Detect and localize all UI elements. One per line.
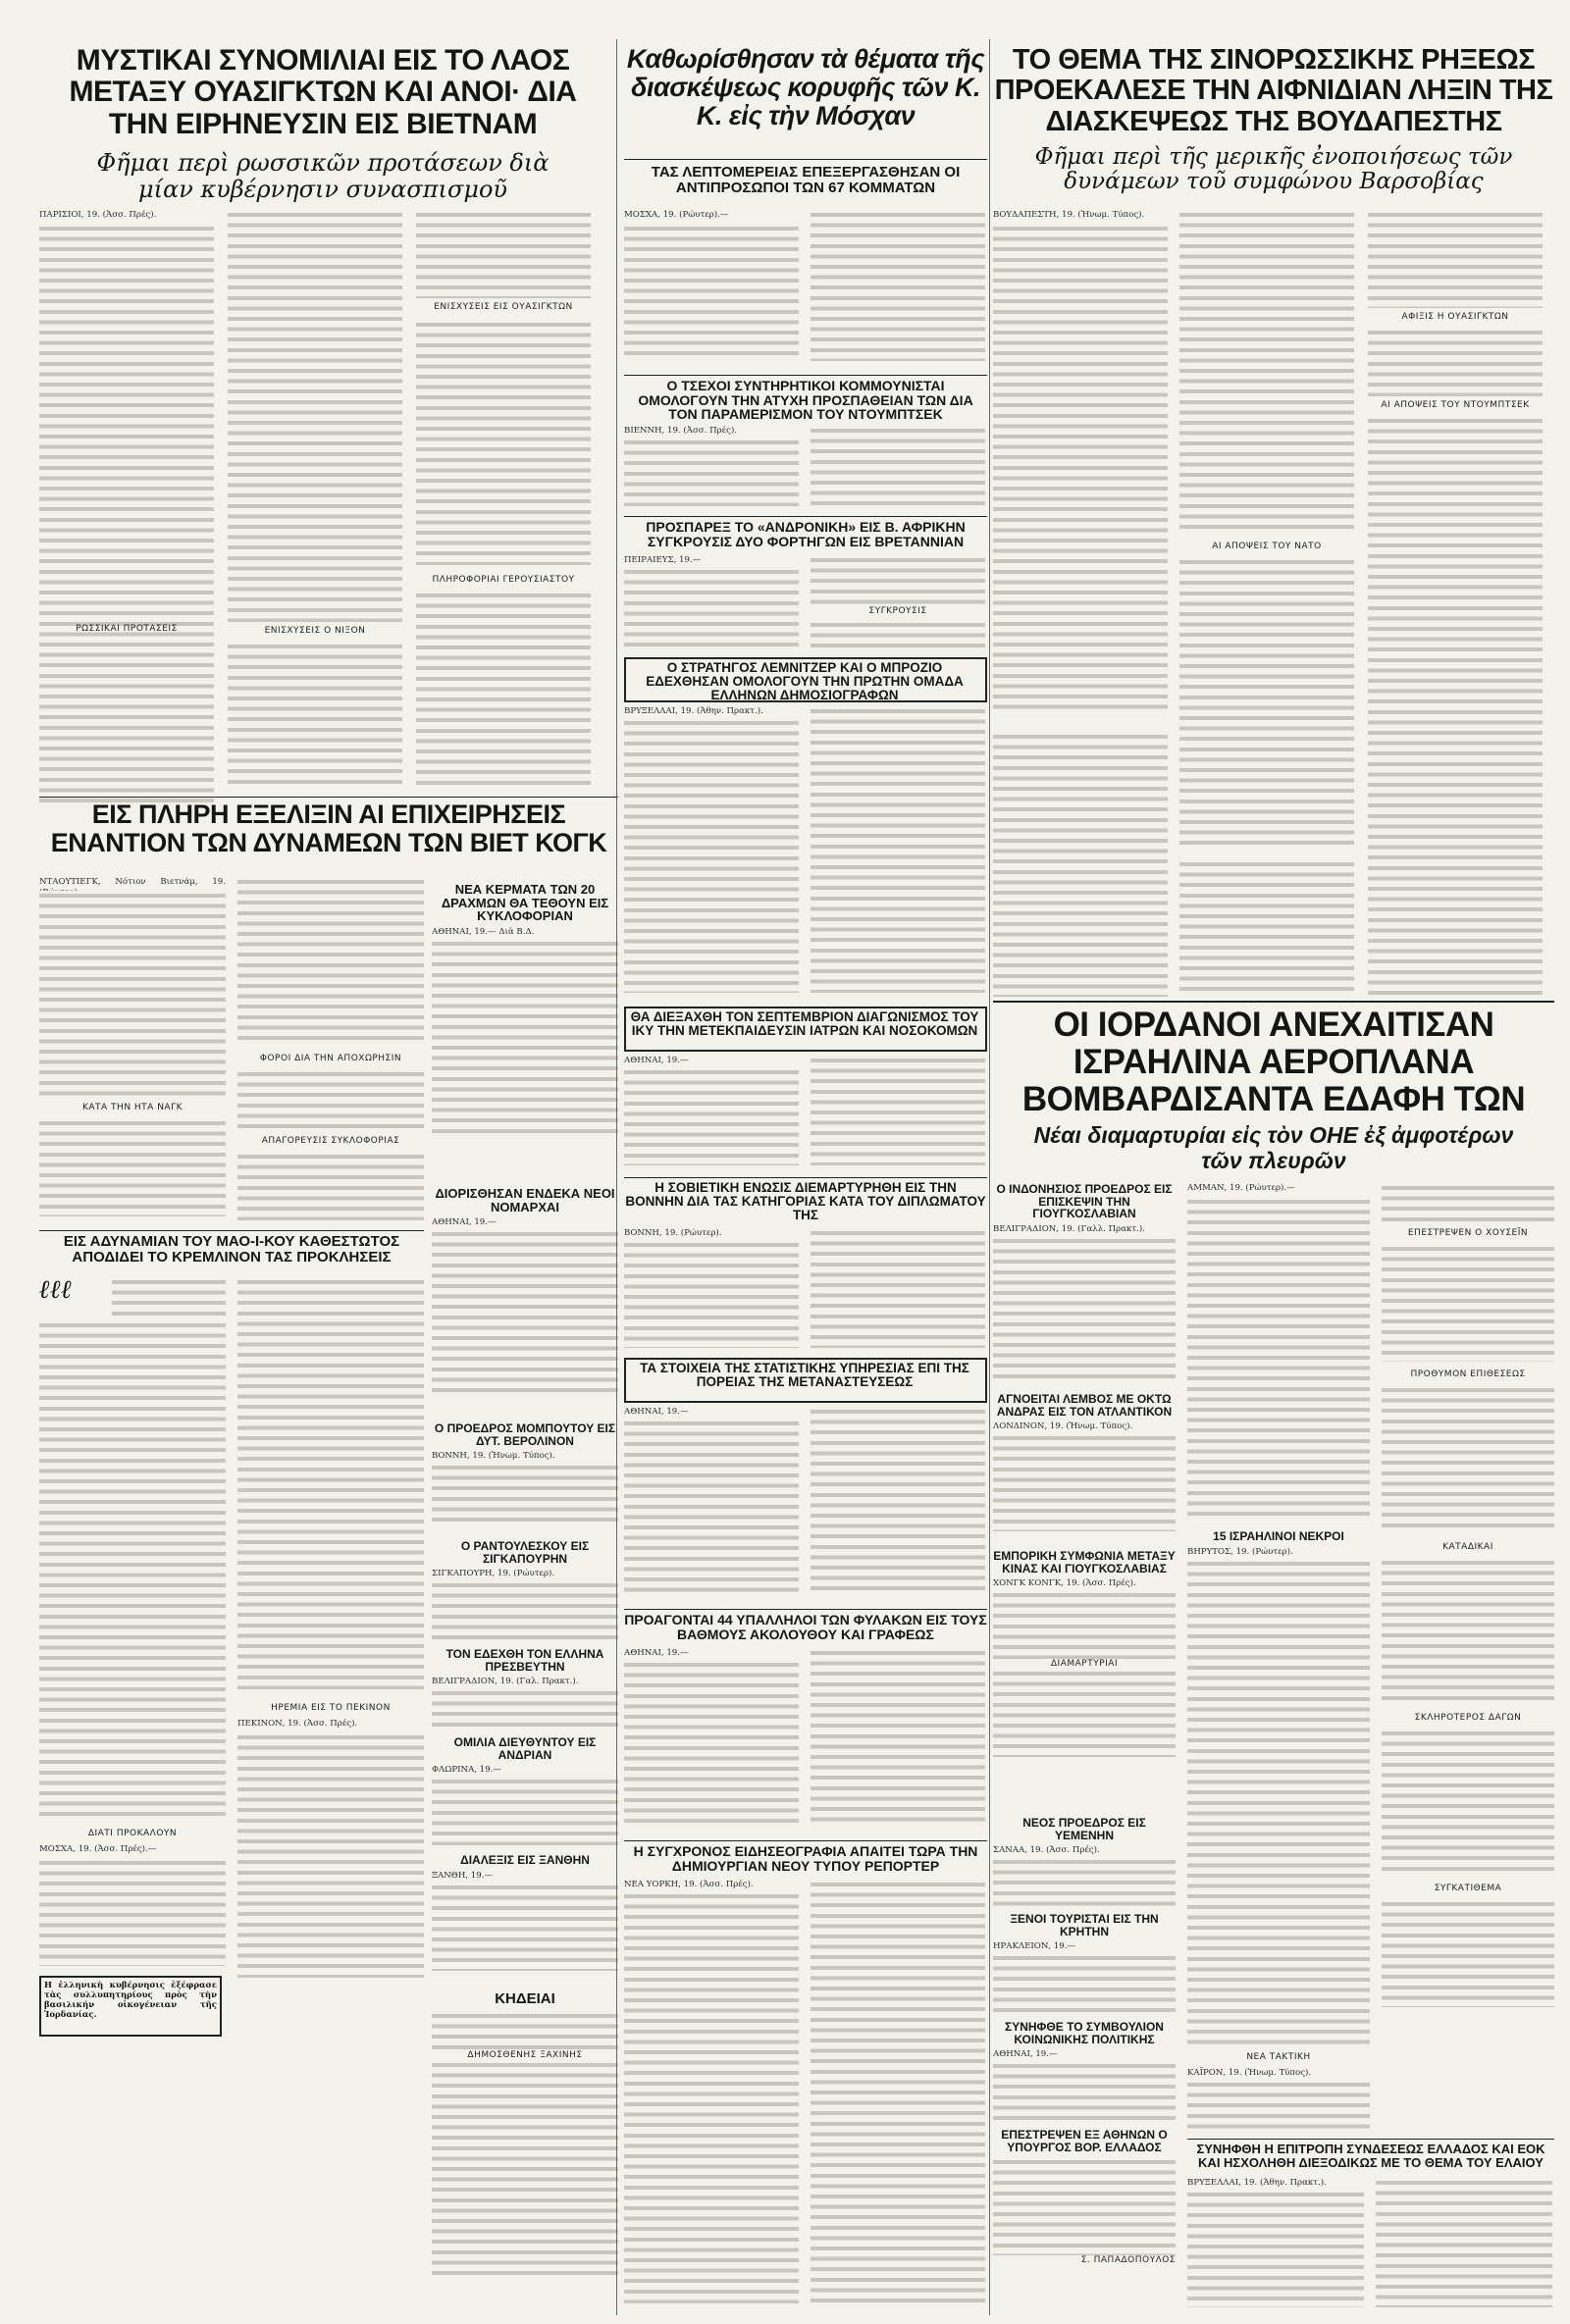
column-text	[624, 1067, 799, 1165]
brief-funeral	[432, 1991, 618, 2276]
headline-trade: ΕΜΠΟΡΙΚΗ ΣΥΜΦΩΝΙΑ ΜΕΤΑΞΥ ΚΙΝΑΣ ΚΑΙ ΓΙΟΥΓΚΟΣΛΑΒΙΑΣ	[993, 1549, 1176, 1575]
brief-coins	[432, 883, 618, 1135]
column-text	[432, 1580, 618, 1639]
subhead: ΠΡΟΘΥΜΟΝ ΕΠΙΘΕΣΕΩΣ	[1410, 1369, 1526, 1379]
subhead: ΔΙΑΜΑΡΤΥΡΙΑΙ	[1050, 1659, 1119, 1670]
column-rule	[616, 39, 617, 2315]
dateline-ranto: ΣΙΓΚΑΠΟΥΡΗ, 19. (Ρώυτερ).	[432, 1569, 555, 1579]
dateline-stats: ΑΘΗΝΑΙ, 19.—	[624, 1407, 689, 1417]
column-text	[1179, 859, 1354, 997]
subhead: ΑΙ ΑΠΟΨΕΙΣ ΤΟΥ ΝΤΟΥΜΠΤΣΕΚ	[1381, 400, 1530, 410]
column-text	[1382, 1385, 1554, 1532]
headline-sino-soviet: ΤΟ ΘΕΜΑ ΤΗΣ ΣΙΝΟΡΩΣΣΙΚΗΣ ΡΗΞΕΩΣ ΠΡΟΕΚΑΛΕΣΕ ΤΗΝ ΑΙΦΝΙΔΙΑΝ ΛΗΞΙΝ ΤΗΣ ΔΙΑΣΚΕΨΕΩΣ ΤΗΣ ΒΟΥΔΑΠΕΣΤΗΣ	[994, 44, 1553, 137]
headline-jordan: ΟΙ ΙΟΡΔΑΝΟΙ ΑΝΕΧΑΙΤΙΣΑΝ ΙΣΡΑΗΛΙΝΑ ΑΕΡΟΠΛΑΝΑ ΒΟΜΒΑΡΔΙΣΑΝΤΑ ΕΔΑΦΗ ΤΩΝ	[1021, 1006, 1526, 1118]
column-text	[624, 718, 799, 993]
column-text	[237, 1277, 424, 1689]
headline-promotions: ΠΡΟΑΓΟΝΤΑΙ 44 ΥΠΑΛΛΗΛΟΙ ΤΩΝ ΦΥΛΑΚΩΝ ΕΙΣ ΤΟΥΣ ΒΑΘΜΟΥΣ ΑΚΟΛΟΥΘΟΥ ΚΑΙ ΓΡΑΦΕΩΣ	[624, 1612, 987, 1642]
article-lemnitzer	[624, 657, 987, 1001]
headline-yemen: ΝΕΟΣ ΠΡΟΕΔΡΟΣ ΕΙΣ ΥΕΜΕΝΗΝ	[1022, 1816, 1146, 1842]
headline-eec: ΣΥΝΗΦΘΗ Η ΕΠΙΤΡΟΠΗ ΣΥΝΔΕΣΕΩΣ ΕΛΛΑΔΟΣ ΚΑΙ ΕΟΚ ΚΑΙ ΗΣΧΟΛΗΘΗ ΔΙΕΞΟΔΙΚΩΣ ΜΕ ΤΟ ΘΕΜΑ ΤΟΥ ΕΛΑΙΟΥ	[1196, 2142, 1545, 2170]
subhead: ΑΦΙΞΙΣ Η ΟΥΑΣΙΓΚΤΩΝ	[1401, 312, 1509, 322]
headline-lemnitzer: Ο ΣΤΡΑΤΗΓΟΣ ΛΕΜΝΙΤΖΕΡ ΚΑΙ Ο ΜΠΡΟΖΙΟ ΕΔΕΧΘΗΣΑΝ ΟΜΟΛΟΓΟΥΝ ΤΗΝ ΠΡΩΤΗΝ ΟΜΑΔΑ ΕΛΛΗΝΩΝ ΔΗΜΟΣΙΟΓΡΑΦΩΝ	[646, 660, 964, 703]
dateline-eec: ΒΡΥΞΕΛΛΑΙ, 19. (Ἀθην. Πρακτ.).	[1187, 2178, 1327, 2188]
brief-nomarchs	[432, 1187, 618, 1396]
article-mao	[39, 1230, 424, 2319]
dateline-exams: ΑΘΗΝΑΙ, 19.—	[624, 1056, 689, 1065]
dateline-peking: ΠΕΚΙΝΟΝ, 19. (Ἀσσ. Πρές).	[237, 1719, 358, 1729]
article-eec	[1187, 2139, 1554, 2315]
subhead: ΣΥΓΚΑΤΙΘΕΜΑ	[1434, 1884, 1502, 1893]
headline-andronikos: ΠΡΟΣΠΑΡΕΞ ΤΟ «ΑΝΔΡΟΝΙΚΗ» ΕΙΣ Β. ΑΦΡΙΚΗΝ ΣΥΓΚΡΟΥΣΙΣ ΔΥΟ ΦΟΡΤΗΓΩΝ ΕΙΣ ΒΡΕΤΑΝΝΙΑΝ	[646, 519, 966, 549]
brief-trade	[993, 1550, 1176, 1757]
article-exams	[624, 1007, 987, 1173]
column-text	[1187, 2080, 1370, 2131]
column-rule	[989, 39, 990, 2315]
brief-indonesia	[993, 1183, 1176, 1383]
headline-indonesia: Ο ΙΝΔΟΝΗΣΙΟΣ ΠΡΟΕΔΡΟΣ ΕΙΣ ΕΠΙΣΚΕΨΙΝ ΤΗΝ ΓΙΟΥΓΚΟΣΛΑΒΙΑΝ	[996, 1182, 1173, 1221]
column-text	[432, 939, 618, 1135]
column-text	[993, 1669, 1176, 1757]
headline-ambassador: ΤΟΝ ΕΔΕΧΘΗ ΤΟΝ ΕΛΛΗΝΑ ΠΡΕΣΒΕΥΤΗΝ	[445, 1647, 604, 1674]
dateline-mao: ΜΟΣΧΑ, 19. (Ἀσσ. Πρές).—	[39, 1844, 157, 1854]
column-text	[993, 224, 1168, 714]
deck-secret-talks: Φῆμαι περὶ ρωσσικῶν προτάσεων διὰ μίαν κυβέρνησιν συνασπισμοῦ	[96, 149, 550, 203]
headline-soviet: Η ΣΟΒΙΕΤΙΚΗ ΕΝΩΣΙΣ ΔΙΕΜΑΡΤΥΡΗΘΗ ΕΙΣ ΤΗΝ ΒΟΝΝΗΝ ΔΙΑ ΤΑΣ ΚΑΤΗΓΟΡΙΑΣ ΚΑΤΑ ΤΟΥ ΔΙΠΛΩΜΑΤΟΥ ΤΗΣ	[625, 1180, 986, 1223]
dateline-speech: ΦΛΩΡΙΝΑ, 19.—	[432, 1765, 502, 1776]
dateline-boat: ΛΟΝΔΙΝΟΝ, 19. (Ἠνωμ. Τύπος).	[993, 1421, 1133, 1432]
brief-boat	[993, 1393, 1176, 1531]
subhead: ΑΠΑΓΟΡΕΥΣΙΣ ΣΥΚΛΟΦΟΡΙΑΣ	[261, 1136, 400, 1146]
column-text	[993, 1857, 1176, 1906]
headline-crete: ΞΕΝΟΙ ΤΟΥΡΙΣΤΑΙ ΕΙΣ ΤΗΝ ΚΡΗΤΗΝ	[1010, 1912, 1159, 1938]
column-text	[432, 1463, 618, 1522]
briefs-column	[432, 883, 618, 2315]
column-text	[993, 1590, 1176, 1659]
column-text	[237, 1732, 424, 1978]
brief-xanthi	[432, 1854, 618, 1971]
funeral-name: ΔΗΜΟΣΘΕΝΗΣ ΞΑΧΙΝΗΣ	[467, 2049, 583, 2060]
brief-yemen	[993, 1817, 1176, 1906]
headline-minister: ΕΠΕΣΤΡΕΨΕΝ ΕΞ ΑΘΗΝΩΝ Ο ΥΠΟΥΡΓΟΣ ΒΟΡ. ΕΛΛΑΔΟΣ	[1001, 2128, 1168, 2154]
article-jordan	[993, 1001, 1554, 2315]
column-text	[1187, 1197, 1370, 1521]
column-text	[228, 210, 402, 622]
boxed-note-text: Η ἑλληνικὴ κυβέρνησις ἐξέφρασε τὰς συλλυπητηρίους πρὸς τὴν βασιλικήν οἰκογένειαν τῆς Ἰορδανίας.	[44, 1981, 217, 2020]
dateline-crete: ΗΡΑΚΛΕΙΟΝ, 19.—	[993, 1941, 1076, 1952]
column-text	[993, 1433, 1176, 1531]
column-text	[237, 1069, 424, 1128]
subhead: ΔΙΑΤΙ ΠΡΟΚΑΛΟΥΝ	[87, 1829, 178, 1838]
signature: Σ. ΠΑΠΑΔΟΠΟΥΛΟΣ	[1080, 2255, 1176, 2266]
headline-funeral: ΚΗΔΕΙΑΙ	[495, 1990, 555, 2007]
column-text	[432, 2060, 618, 2276]
column-text	[811, 1648, 985, 1827]
subhead: ΚΑΤΑΔΙΚΑΙ	[1442, 1542, 1493, 1552]
headline-czech: Ο ΤΣΕΧΟΙ ΣΥΝΤΗΡΗΤΙΚΟΙ ΚΟΜΜΟΥΝΙΣΤΑΙ ΟΜΟΛΟΓΟΥΝ ΤΗΝ ΑΤΥΧΗ ΠΡΟΣΠΑΘΕΙΑΝ ΤΩΝ ΔΙΑ ΤΟΝ ΠΑΡΑΜΕΡΙΣΜΟΝ ΤΟΥ ΝΤΟΥΜΠΤΣΕΚ	[638, 378, 973, 423]
deck-jordan: Νέαι διαμαρτυρίαι εἰς τὸν ΟΗΕ ἐξ ἀμφοτέρων τῶν πλευρῶν	[1033, 1122, 1514, 1173]
column-text	[112, 1277, 226, 1317]
column-text	[624, 1419, 799, 1595]
column-text	[811, 1880, 985, 2303]
divider	[1187, 2139, 1554, 2140]
brief-speech	[432, 1736, 618, 1845]
dateline-israelis-dead: ΒΗΡΥΤΟΣ, 19. (Ρώυτερ).	[1187, 1546, 1293, 1557]
dateline-communist-summit: ΜΟΣΧΑ, 19. (Ρώυτερ).—	[624, 210, 729, 220]
brief-council	[993, 2021, 1176, 2120]
column-text	[1382, 1183, 1554, 1222]
column-text	[1376, 2178, 1552, 2307]
deck-communist-summit: ΤΑΣ ΛΕΠΤΟΜΕΡΕΙΑΣ ΕΠΕΞΕΡΓΑΣΘΗΣΑΝ ΟΙ ΑΝΤΙΠΡΟΣΩΠΟΙ ΤΩΝ 67 ΚΟΜΜΑΤΩΝ	[651, 164, 961, 196]
column-text	[811, 620, 985, 649]
divider	[624, 159, 987, 160]
subhead: ΝΕΑ ΤΑΚΤΙΚΗ	[1246, 2052, 1311, 2062]
divider	[624, 375, 987, 376]
column-text	[1382, 1899, 1554, 2007]
column-text	[1179, 210, 1354, 534]
column-text	[228, 642, 402, 789]
column-text	[993, 732, 1168, 997]
dateline-andronikos: ΠΕΙΡΑΙΕΥΣ, 19.—	[624, 555, 702, 565]
column-text	[39, 224, 214, 802]
dateline-indonesia: ΒΕΛΙΓΡΑΔΙΟΝ, 19. (Γαλλ. Πρακτ.).	[993, 1223, 1145, 1234]
brief-mompoutou	[432, 1422, 618, 1522]
column-text	[39, 1320, 226, 1821]
dateline-czech: ΒΙΕΝΝΗ, 19. (Ἀσσ. Πρές).	[624, 426, 738, 436]
headline-secret-talks: ΜΥΣΤΙΚΑΙ ΣΥΝΟΜΙΛΙΑΙ ΕΙΣ ΤΟ ΛΑΟΣ ΜΕΤΑΞΥ ΟΥΑΣΙΓΚΤΩΝ ΚΑΙ ΑΝΟΙ· ΔΙΑ ΤΗΝ ΕΙΡΗΝΕΥΣΙΝ ΕΙΣ ΒΙΕΤΝΑΜ	[69, 44, 577, 140]
column-text	[237, 877, 424, 1044]
subhead: ΡΩΣΣΙΚΑΙ ΠΡΟΤΑΣΕΙΣ	[76, 624, 178, 634]
column-text	[432, 1688, 618, 1728]
column-text	[1368, 416, 1543, 995]
column-text	[1382, 1558, 1554, 1705]
dateline-trade: ΧΟΝΓΚ ΚΟΝΓΚ, 19. (Ἀσσ. Πρές).	[993, 1578, 1136, 1589]
headline-operations: ΕΙΣ ΠΛΗΡΗ ΕΞΕΛΙΞΙΝ ΑΙ ΕΠΙΧΕΙΡΗΣΕΙΣ ΕΝΑΝΤΙΟΝ ΤΩΝ ΔΥΝΑΜΕΩΝ ΤΩΝ ΒΙΕΤ ΚΟΓΚ	[50, 800, 607, 858]
divider	[993, 1001, 1554, 1003]
article-stats	[624, 1358, 987, 1603]
column-text	[811, 1407, 985, 1595]
divider	[624, 516, 987, 517]
dateline-promotions: ΑΘΗΝΑΙ, 19.—	[624, 1648, 689, 1658]
dateline-operations: ΝΤΑΟΥΤΙΕΓΚ, Νότιον Βιετνάμ, 19.	[39, 877, 226, 887]
column-text	[1179, 557, 1354, 852]
subhead: ΠΛΗΡΟΦΟΡΙΑΙ ΓΕΡΟΥΣΙΑΣΤΟΥ	[432, 575, 575, 585]
column-text	[624, 567, 799, 649]
dateline-reporter: ΝΕΑ ΥΟΡΚΗ, 19. (Ἀσσ. Πρές).	[624, 1880, 754, 1889]
divider	[39, 797, 618, 798]
column-text	[993, 2157, 1176, 2255]
dateline-secret-talks: ΠΑΡΙΣΙΟΙ, 19. (Ἀσσ. Πρές).	[39, 210, 157, 220]
headline-israelis-dead: 15 ΙΣΡΑΗΛΙΝΟΙ ΝΕΚΡΟΙ	[1213, 1529, 1344, 1543]
divider	[39, 1230, 424, 1231]
dateline-coins: ΑΘΗΝΑΙ, 19.— Διὰ Β.Δ.	[432, 926, 535, 937]
dateline-tactics: ΚΑΪΡΟΝ, 19. (Ἠνωμ. Τύπος).	[1187, 2068, 1312, 2078]
subhead: ΕΝΙΣΧΥΣΕΙΣ Ο ΝΙΞΟΝ	[264, 626, 366, 636]
column-text	[39, 1858, 226, 1966]
headline-reporter: Η ΣΥΓΧΡΟΝΟΣ ΕΙΔΗΣΕΟΓΡΑΦΙΑ ΑΠΑΙΤΕΙ ΤΩΡΑ ΤΗΝ ΔΗΜΙΟΥΡΓΙΑΝ ΝΕΟΥ ΤΥΠΟΥ ΡΕΠΟΡΤΕΡ	[633, 1843, 978, 1874]
headline-speech: ΟΜΙΛΙΑ ΔΙΕΥΘΥΝΤΟΥ ΕΙΣ ΑΝΔΡΙΑΝ	[453, 1735, 597, 1762]
article-czech-communists	[624, 375, 987, 512]
dateline-ambassador: ΒΕΛΙΓΡΑΔΙΟΝ, 19. (Γαλ. Πρακτ.).	[432, 1677, 579, 1687]
subhead: ΕΠΕΣΤΡΕΨΕΝ Ο ΧΟΥΣΕΪΝ	[1407, 1228, 1529, 1238]
subhead: ΣΚΛΗΡΟΤΕΡΟΣ ΔΑΓΩΝ	[1414, 1713, 1522, 1723]
column-text	[416, 320, 591, 565]
column-text	[1382, 1244, 1554, 1362]
column-text	[1382, 1729, 1554, 1876]
brief-crete	[993, 1913, 1176, 2012]
headline-ranto: Ο ΡΑΝΤΟΥΛΕΣΚΟΥ ΕΙΣ ΣΙΓΚΑΠΟΥΡΗΝ	[460, 1539, 590, 1566]
headline-communist-summit: Καθωρίσθησαν τὰ θέματα τῆς διασκέψεως κορυφῆς τῶν Κ. Κ. εἰς τὴν Μόσχαν	[626, 44, 985, 131]
column-text	[624, 224, 799, 361]
deck-sino-soviet: Φῆμαι περὶ τῆς μερικῆς ἐνοποιήσεως τῶν δυνάμεων τοῦ συμφώνου Βαρσοβίας	[1034, 143, 1513, 195]
article-andronikos	[624, 516, 987, 653]
column-text	[811, 555, 985, 604]
subhead: ΚΑΤΑ ΤΗΝ ΗΤΑ ΝΑΓΚ	[81, 1103, 183, 1112]
dateline-yemen: ΣΑΝΑΑ, 19. (Ἀσσ. Πρές).	[993, 1845, 1100, 1856]
article-soviet	[624, 1177, 987, 1354]
brief-ranto	[432, 1540, 618, 1639]
dateline-xanthi: ΞΑΝΘΗ, 19.—	[432, 1870, 494, 1881]
column-text	[811, 1228, 985, 1348]
column-text	[432, 1777, 618, 1845]
article-communist-summit	[624, 45, 987, 369]
brief-minister	[993, 2129, 1176, 2265]
article-promotions	[624, 1609, 987, 1834]
brief-israelis-dead	[1187, 1530, 1370, 2049]
headline-boat: ΑΓΝΟΕΙΤΑΙ ΛΕΜΒΟΣ ΜΕ ΟΚΤΩ ΑΝΔΡΑΣ ΕΙΣ ΤΟΝ ΑΤΛΑΝΤΙΚΟΝ	[996, 1392, 1173, 1419]
headline-exams: ΘΑ ΔΙΕΞΑΧΘΗ ΤΟΝ ΣΕΠΤΕΜΒΡΙΟΝ ΔΙΑΓΩΝΙΣΜΟΣ ΤΟΥ ΙΚΥ ΤΗΝ ΜΕΤΕΚΠΑΙΔΕΥΣΙΝ ΙΑΤΡΩΝ ΚΑΙ ΝΟΣΟΚΟΜΩΝ	[630, 1009, 979, 1039]
column-text	[993, 1953, 1176, 2012]
brief-ambassador	[432, 1648, 618, 1728]
dateline-soviet: ΒΟΝΝΗ, 19. (Ρώυτερ).	[624, 1228, 722, 1238]
column-text	[993, 2061, 1176, 2120]
column-text	[416, 591, 591, 787]
dateline-council: ΑΘΗΝΑΙ, 19.—	[993, 2049, 1058, 2060]
column-text	[1368, 328, 1543, 396]
divider	[624, 1177, 987, 1178]
subhead: ΑΙ ΑΠΟΨΕΙΣ ΤΟΥ ΝΑΤΟ	[1212, 542, 1322, 551]
headline-council: ΣΥΝΗΦΘΕ ΤΟ ΣΥΜΒΟΥΛΙΟΝ ΚΟΙΝΩΝΙΚΗΣ ΠΟΛΙΤΙΚΗΣ	[1005, 2020, 1164, 2046]
column-text	[1187, 1559, 1370, 2049]
column-text	[624, 438, 799, 506]
article-reporter	[624, 1840, 987, 2311]
headline-nomarchs: ΔΙΟΡΙΣΘΗΣΑΝ ΕΝΔΕΚΑ ΝΕΟΙ ΝΟΜΑΡΧΑΙ	[435, 1186, 615, 1214]
divider	[624, 1609, 987, 1610]
column-text	[39, 1118, 226, 1216]
column-text	[1187, 2190, 1364, 2307]
subhead: ΣΥΓΚΡΟΥΣΙΣ	[868, 606, 927, 616]
article-sino-soviet	[993, 45, 1554, 1016]
boxed-note	[39, 1976, 222, 2037]
subhead: ΕΝΙΣΧΥΣΕΙΣ ΕΙΣ ΟΥΑΣΙΓΚΤΩΝ	[434, 302, 573, 312]
column-text	[432, 1883, 618, 1971]
column-text	[811, 706, 985, 993]
column-text	[624, 1891, 799, 2303]
headline-stats: ΤΑ ΣΤΟΙΧΕΙΑ ΤΗΣ ΣΤΑΤΙΣΤΙΚΗΣ ΥΠΗΡΕΣΙΑΣ ΕΠΙ ΤΗΣ ΠΟΡΕΙΑΣ ΤΗΣ ΜΕΤΑΝΑΣΤΕΥΣΕΩΣ	[640, 1361, 969, 1390]
column-text	[1368, 210, 1543, 308]
column-text	[39, 891, 226, 1097]
article-secret-talks	[39, 45, 606, 791]
column-text	[237, 1152, 424, 1220]
column-text	[624, 1660, 799, 1827]
column-text	[811, 210, 985, 361]
column-text	[432, 2011, 618, 2050]
column-text	[993, 1236, 1176, 1383]
headline-mao: ΕΙΣ ΑΔΥΝΑΜΙΑΝ ΤΟΥ ΜΑΟ-Ι-ΚΟΥ ΚΑΘΕΣΤΩΤΟΣ ΑΠΟΔΙΔΕΙ ΤΟ ΚΡΕΜΛΙΝΟΝ ΤΑΣ ΠΡΟΚΛΗΣΕΙΣ	[63, 1233, 400, 1265]
column-text	[811, 1056, 985, 1165]
column-text	[624, 1240, 799, 1348]
headline-coins: ΝΕΑ ΚΕΡΜΑΤΑ ΤΩΝ 20 ΔΡΑΧΜΩΝ ΘΑ ΤΕΘΟΥΝ ΕΙΣ ΚΥΚΛΟΦΟΡΙΑΝ	[441, 882, 609, 924]
dateline-lemnitzer: ΒΡΥΞΕΛΛΑΙ, 19. (Ἀθην. Πρακτ.).	[624, 706, 763, 716]
dateline-sino-soviet: ΒΟΥΔΑΠΕΣΤΗ, 19. (Ἠνωμ. Τύπος).	[993, 210, 1145, 220]
dateline-mompoutou: ΒΟΝΝΗ, 19. (Ἠνωμ. Τύπος).	[432, 1451, 555, 1462]
divider	[624, 1840, 987, 1841]
column-text	[416, 210, 591, 298]
dateline-jordan: ΑΜΜΑΝ, 19. (Ρώυτερ).—	[1187, 1183, 1295, 1193]
subhead: ΦΟΡΟΙ ΔΙΑ ΤΗΝ ΑΠΟΧΩΡΗΣΙΝ	[259, 1054, 402, 1063]
column-text	[432, 1229, 618, 1396]
headline-mompoutou: Ο ΠΡΟΕΔΡΟΣ ΜΟΜΠΟΥΤΟΥ ΕΙΣ ΔΥΤ. ΒΕΡΟΛΙΝΟΝ	[434, 1421, 616, 1448]
headline-xanthi: ΔΙΑΛΕΞΙΣ ΕΙΣ ΞΑΝΘΗΝ	[460, 1853, 590, 1867]
subhead: ΗΡΕΜΙΑ ΕΙΣ ΤΟ ΠΕΚΙΝΟΝ	[271, 1703, 391, 1713]
column-text	[811, 426, 985, 506]
initial-letter: ℓℓℓ	[39, 1275, 73, 1305]
dateline-nomarchs: ΑΘΗΝΑΙ, 19.—	[432, 1217, 497, 1228]
